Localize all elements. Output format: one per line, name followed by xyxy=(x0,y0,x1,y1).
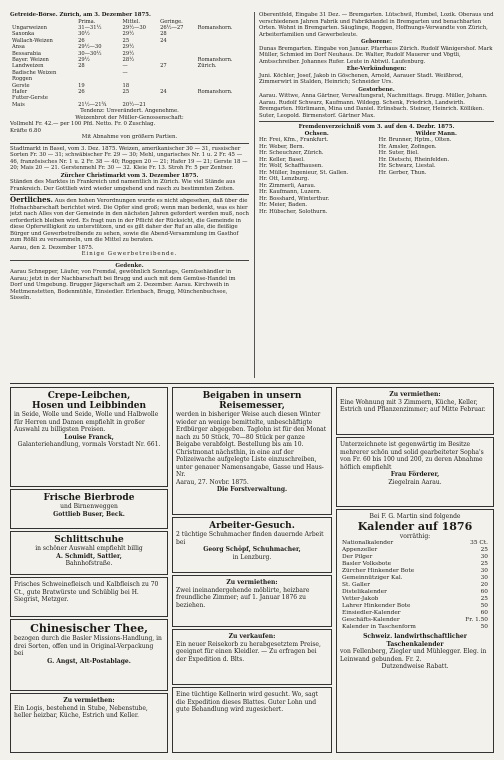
guest-entries xyxy=(259,137,375,215)
divider xyxy=(259,121,494,122)
guest-entry: Hr. Hübscher, Solothurn. xyxy=(259,208,328,215)
guest-entry: Hr. Kaufmann, Luzern. xyxy=(259,189,322,195)
ad-lodging xyxy=(10,693,168,753)
ad-text: in schöner Auswahl empfiehlt billig xyxy=(35,545,143,552)
ad-sofas xyxy=(336,437,494,507)
table-header-cell: Mittel. xyxy=(122,18,141,25)
table-cell: Roggen xyxy=(12,76,33,83)
ad-advertiser: Georg Schöpf, Schuhmacher, xyxy=(203,546,301,553)
table-cell: Mais xyxy=(12,101,25,108)
ad-text: bezogen durch die Basler Missions-Handlung, in drei Sorten, offen und in Original-Verpackung bei xyxy=(14,635,162,657)
calendar-row xyxy=(340,582,490,589)
calendar-row xyxy=(340,540,490,547)
table-cell: — xyxy=(122,63,128,70)
calendar-name: Zürcher Hinkender Bote xyxy=(342,568,415,574)
ad-waitress xyxy=(172,687,332,753)
ad-title: Chinesischer Thee, xyxy=(30,622,148,635)
ad-subtitle: vorräthig: xyxy=(399,532,431,540)
ad-address: in Lenzburg. xyxy=(232,553,272,561)
table-cell: 27 xyxy=(160,63,167,70)
ad-tea xyxy=(10,619,168,691)
calendar-name: St. Galler xyxy=(342,582,370,588)
ad-crepe xyxy=(10,387,168,487)
table-cell: Landweizen xyxy=(12,63,44,70)
guest-list-right xyxy=(379,131,495,216)
ad-title: Schlittschuhe xyxy=(54,535,124,545)
local-news-date: Aarau, den 2. Dezember 1875. xyxy=(10,244,94,251)
ad-title: Zu vermiethen: xyxy=(389,391,441,398)
guest-entry: Hr. Keller, Basel. xyxy=(259,156,305,163)
ad-title: Crepe-Leibchen, xyxy=(47,391,131,401)
advertisements xyxy=(10,383,494,756)
calendar-row xyxy=(340,561,490,568)
note-line: Mit Abnahme von größern Partien. xyxy=(81,134,178,141)
ad-text: Unterzeichnete ist gegenwärtig im Besitze mehrerer schön und solid gearbeiteter Sopha's von Fr. 60 bis 100 und 200, zu deren Abnahme höflich empfiehlt xyxy=(340,441,484,471)
births-title: Geborene: xyxy=(360,39,392,45)
table-cell: 28 xyxy=(78,63,85,70)
table-cell: Futter-Gerste xyxy=(12,95,48,102)
table-cell: Wallach-Weizen xyxy=(12,37,53,44)
table-cell: 20½—21 xyxy=(122,101,146,108)
register-intro: Oberentfeld, Eingabe 31 Dez. — Bremgarten. Lütschwil, Humbel, Lozik. Oberaus und verschiedenen Jahren Fabrik und Fabrikhandel in Bremgarten und benachbarten Orten. Wohnt in Bremgarten. Säuglinge, Roggen, Hoffnungs-Verwandte von Zürich, Arbeiterfamilien und Gewerbeleute. xyxy=(259,12,494,38)
calendar-name: Einsiedler-Kalender xyxy=(342,610,401,616)
ad-intro: Bei F. G. Martin sind folgende xyxy=(369,513,461,520)
divider xyxy=(10,143,249,144)
guest-entries xyxy=(379,137,495,176)
ad-advertiser: A. Schmidt, Sattler, xyxy=(56,552,122,560)
ad-advertiser: Gottlieb Buser, Beck. xyxy=(53,510,125,518)
table-cell: Badische Weizen xyxy=(12,69,57,76)
local-news-signature: Einige Gewerbetreibende. xyxy=(81,251,178,258)
table-cell: 18 xyxy=(122,82,130,89)
guest-list-left xyxy=(259,131,375,216)
ad-subtitle: Hosen und Leibbinden xyxy=(31,401,147,411)
calendar-name: Vetter-Jakob xyxy=(342,596,379,602)
calendar-name: Basler Volksbote xyxy=(342,561,392,567)
calendar-name: Distelikalender xyxy=(342,589,387,595)
grain-exchange-title: Getreide-Börse. Zürich, am 3. Dezember 1875. xyxy=(10,12,151,18)
table-cell: 25 xyxy=(122,88,130,95)
calendar-price: 25 xyxy=(480,596,488,602)
ad-forestry xyxy=(172,387,332,515)
grain-notes xyxy=(10,108,249,141)
calendar-price: 50 xyxy=(480,603,488,609)
ad-calendars xyxy=(336,509,494,753)
calendar-price: 20 xyxy=(480,582,488,588)
guest-entry: Hr. Schwarz, Liestal. xyxy=(378,163,436,169)
table-cell: 28½ xyxy=(122,56,135,63)
guest-entry: Hr. Weber, Bern. xyxy=(259,143,305,150)
ad-text: Ein neuer Reisekorb zu herabgesetztem Preise, geeignet für einen Kleidler. — Zu erfragen bei der Expedition d. Blts. xyxy=(176,640,321,663)
calendar-row xyxy=(340,554,490,561)
calendar-name: Geschäfts-Kalender xyxy=(342,617,400,623)
table-cell: 29½ xyxy=(122,50,135,57)
ad-title: Zu verkaufen: xyxy=(228,633,276,640)
ad-text: Frisches Schweinefleisch und Kalbfleisch zu 70 Ct., gute Bratwürste und Schüblig bei H. Siegrist, Metzger. xyxy=(14,581,159,603)
guest-entry: Hr. Zimmerli, Aarau. xyxy=(259,182,316,189)
marriages-text: Juni. Köchler, Josef, Jakob in Göschenen, Arnold, Aarauer Stadt. Weißbrod, Zimmerwirt in Stalden, Heinrich; Schneider Urs. xyxy=(259,72,464,85)
notice-text: Aarau Schnepper, Läufer, von Fremdal, gewöhnlich Sonntags, Gemüsehändler in Aarau; jetzt in der Nachbarschaft bei Brugg und auch mit dem Gemüse-Handel im Dorf und Umgebung. Brugger Jägerschaft am 2. Dezember. Aarau. Kirchweih in Mettmenstetten, Bodenmühle, Einsiedler. Erlenbach, Brugg, Münchenbuchsee, Sisseln. xyxy=(10,269,236,302)
table-cell: Romanshorn. xyxy=(197,24,233,31)
table-cell: 29½ xyxy=(122,31,135,38)
pocket-calendar-text: von Fellenberg, Ziegler und Mühlegger. Eleg. in Leinwand gebunden. Fr. 2. xyxy=(340,648,487,663)
table-cell: 21½—21¾ xyxy=(78,101,107,108)
calendar-price: 60 xyxy=(480,589,488,595)
ad-title: Zu vermiethen: xyxy=(63,697,115,704)
basel-market-report: Stadtmarkt in Basel, vom 3. Dez. 1875. Weizen, amerikanischer 30 — 31, russischer Sorten Fr. 30 — 31; schwäbischer Fr. 29 — 30; Mehl, ungarisches Nr. 1 u. 2 Fr. 45 — 46, französisches Nr. 1 u. 2 Fr. 38 — 40; Roggen 20 — 21; Hafer 19 — 21; Gerste 18 — 20; Mais 20 — 21. Gerstenmehl Fr. 30 — 32. Kleie Fr. 13. Stroh Fr. 5 per Zentner. xyxy=(10,145,248,172)
ad-meat xyxy=(10,577,168,617)
calendar-row xyxy=(340,624,490,631)
ad-advertiser: Frau Förderer, xyxy=(390,471,440,478)
ad-text: werden in bisheriger Weise auch diesen Winter wieder an wenige bemittelte, unbeschäftigte Erdbürger abgegeben. Taglohn ist für den Monat nach zu 50 Stück, 70—80 Stück per ganze Beigabe verabfolgt. Bestellung bis am 10. Christmonat nächsthin, in eine auf der Polizeiwache aufgelegte Liste einzuschreiben, unter genauer Namensangabe, Gasse und Haus-Nr. xyxy=(176,411,327,478)
calendar-row xyxy=(340,603,490,610)
calendar-name: Appenzeller xyxy=(342,547,378,553)
ad-worker-wanted xyxy=(172,517,332,573)
table-cell: Romanshorn. xyxy=(197,56,233,63)
calendar-row xyxy=(340,568,490,575)
guest-entry: Hr. Bosshard, Winterthur. xyxy=(259,195,330,202)
calendar-row xyxy=(340,547,490,554)
table-cell: Ansa xyxy=(12,44,25,51)
table-cell: 29½—30 xyxy=(78,44,102,51)
market-column xyxy=(10,12,249,378)
table-cell: Ungarweizen xyxy=(12,24,47,31)
guest-list-title: Fremdenverzeichniß vom 3. auf den 4. Dezbr. 1875. xyxy=(298,124,455,130)
note-line: Weizenbrot der Müller-Genossenschaft: xyxy=(75,114,184,121)
ad-date: Aarau, 27. Novbr. 1875. xyxy=(176,478,249,486)
table-cell: 28 xyxy=(160,31,167,38)
guest-entry: Hr. Frei, Kfm., Frankfurt. xyxy=(259,137,329,143)
calendar-price: 30 xyxy=(480,568,488,574)
ad-skates xyxy=(10,531,168,575)
ad-address: Ziegelrain Aarau. xyxy=(388,478,442,486)
discount-note: Dutzendweise Rabatt. xyxy=(381,663,449,670)
calendar-price: 35 Ct. xyxy=(470,540,488,546)
calendar-name: Der Pilger xyxy=(342,554,373,560)
guest-entry: Hr. Meier, Baden. xyxy=(259,202,308,208)
ad-advertiser: G. Angst, Alt-Postablage. xyxy=(47,657,131,665)
table-cell: — xyxy=(122,69,128,76)
local-news-title: Oertliches. xyxy=(10,195,53,205)
deaths-title: Gestorbene. xyxy=(358,86,395,93)
calendar-row xyxy=(340,596,490,603)
guest-entry: Hr. Amsler, Zofingen. xyxy=(378,143,437,150)
ad-text: Eine Wohnung mit 3 Zimmern, Küche, Keller, Estrich und Pflanzenzimmer; auf Mitte Februar. xyxy=(340,398,486,413)
table-cell: 30½ xyxy=(78,31,90,38)
table-cell: 29½ xyxy=(122,44,135,51)
divider xyxy=(10,260,249,261)
calendar-name: Gemeinnütziger Kal. xyxy=(342,575,403,581)
births-text: Dunas Bremgarten. Eingabe von Januar. Pfarrhaus Zürich. Rudolf Wänigershof. Mark Müller, Schmied im Dorf Neuhaus. Dr. Walter, Rudolf Mauerer und Vögtli, Amtsschreiber. Johannes Rufer. Leute in Abtwil. Laufenburg. xyxy=(259,45,493,65)
guest-entry: Hr. Suter, Biel. xyxy=(378,150,419,156)
calendar-row xyxy=(340,575,490,582)
table-cell: Saxonka xyxy=(12,31,35,38)
guest-entry: Hr. Scheuchzer, Zürich. xyxy=(259,150,324,156)
ad-title: Beigaben in unsern Reisemesser, xyxy=(202,391,302,411)
local-news-text: Aus den hohen Verordnungen wurde es nicht abgesehen, daß über die Hofnachbarschaft berichtet wird. Die Opfer sind groß; wenn man bedenkt, was es hier jetzt nach Alles von der Gemeinde in den nächsten Jahren gefordert werden muß, noch erforderlich bleiben wird. Es fragt nun in der Pflicht der Rücksicht, die Gemeinde in diese Opferwilligkeit zu unterstützen, und es gilt daher der Ruf an alle, die fleißige Bürger und Gewerbetreibende zu sehen, sowie die Abend-Versammlung im Gasthof zum Rößli zu versammeln, um die Mittel zu beraten. xyxy=(10,198,249,244)
christmarket-title: Zürcher Christimarkt vom 3. Dezember 1875. xyxy=(60,172,199,179)
ad-text: Eine tüchtige Kellnerin wird gesucht. Wo, sagt die Expedition dieses Blattes. Guter Lohn und gute Behandlung wird zugesichert. xyxy=(176,691,318,713)
table-cell: 19 xyxy=(78,82,85,89)
ad-advertiser: Die Forstverwaltung. xyxy=(216,486,288,493)
guest-entry: Hr. Ott, Lenzburg. xyxy=(259,176,310,182)
calendar-name: Nationalkalender xyxy=(342,540,394,546)
ad-basket xyxy=(172,629,332,685)
table-cell: Romanshorn. xyxy=(197,88,233,95)
ad-title: Kalender auf 1876 xyxy=(357,519,473,533)
guest-entry: Hr. Wolf, Schaffhausen. xyxy=(259,163,324,169)
calendar-row xyxy=(340,589,490,596)
hotel-name: Wilder Mann. xyxy=(415,130,457,137)
calendar-price: 25 xyxy=(480,561,488,567)
table-cell: 24 xyxy=(160,37,167,44)
note-line: Tendenz: Unverändert. Angenehme. xyxy=(80,108,179,115)
table-cell: 26 xyxy=(78,88,85,95)
calendar-price: Fr. 1.50 xyxy=(465,617,488,623)
calendar-name: Lahrer Hinkender Bote xyxy=(342,603,411,609)
note-line: Vollmehl Fr. 42.— per 100 Pfd. Netto. Fr. 0 Zuschlag. xyxy=(10,121,156,128)
ad-text: 2 tüchtige Schuhmacher finden dauernde Arbeit bei xyxy=(176,531,324,546)
calendar-price: 60 xyxy=(480,610,488,616)
guest-list xyxy=(259,131,494,216)
ad-title: Frische Bierbrode xyxy=(43,493,135,503)
calendar-price: 50 xyxy=(480,624,488,630)
ad-advertiser: Louise Franck, xyxy=(64,433,114,441)
note-line: Kräfte 6.80 xyxy=(10,127,41,134)
table-cell: Hafer xyxy=(12,88,28,95)
table-cell: 26½—27 xyxy=(160,24,184,31)
ad-text: Zwei ineinandergehende möblirte, heizbare freundliche Zimmer; auf 1. Januar 1876 zu beziehen. xyxy=(176,586,310,609)
ad-text: Ein Logis, bestehend in Stube, Nebenstube, heller heizbar, Küche, Estrich und Keller. xyxy=(14,704,148,719)
calendar-row xyxy=(340,617,490,624)
notice-title: Gedenke. xyxy=(115,262,144,269)
table-cell: Bessarabia xyxy=(12,50,41,57)
pocket-calendar-title: Schweiz. landwirthschaftlicher Taschenkalender xyxy=(363,633,467,648)
calendar-price: 30 xyxy=(480,575,488,581)
table-cell: 30—30½ xyxy=(78,50,102,57)
table-cell: 25 xyxy=(122,37,130,44)
guest-entry: Hr. Brunner, Hptm., Olten. xyxy=(378,137,452,143)
civil-register-column xyxy=(254,12,494,378)
table-cell: 31—31½ xyxy=(78,24,102,31)
ad-title: Zu vermiethen: xyxy=(226,579,278,586)
table-cell: 26 xyxy=(78,37,85,44)
ad-text: in Seide, Wolle und Seide, Wolle und Halbwolle für Herren und Damen empfiehlt in großer Auswahl zu billigsten Preisen. xyxy=(14,411,159,433)
table-cell: Gerste xyxy=(12,82,30,89)
ad-rooms xyxy=(172,575,332,627)
marriages-title: Ehe-Verkündungen: xyxy=(346,66,407,72)
calendar-price: 30 xyxy=(480,554,488,560)
table-cell: 29½ xyxy=(78,56,90,63)
table-cell: Zürich. xyxy=(197,63,217,70)
ad-address: Galanteriehandlung, vormals Vorstadt Nr. 661. xyxy=(17,441,161,448)
ad-bread xyxy=(10,489,168,529)
calendar-list xyxy=(340,540,490,631)
grain-price-table xyxy=(10,19,249,109)
calendar-name: Kalender in Taschenform xyxy=(342,624,416,630)
table-header-cell: Geringe. xyxy=(160,18,183,25)
ad-subtitle: und Birnenweggen xyxy=(60,503,118,510)
calendar-row xyxy=(340,610,490,617)
guest-entry: Hr. Müller, Ingenieur, St. Gallen. xyxy=(259,169,349,176)
ad-apartment xyxy=(336,387,494,435)
calendar-price: 25 xyxy=(480,547,488,553)
table-header-cell: Prima. xyxy=(78,18,96,25)
guest-entry: Hr. Gerber, Thun. xyxy=(378,169,427,176)
christmarket-text: Ständen des Marktes in Frankreich und namentlich in Zürich. Wie viel Stände aus Frankreich. Der Gottlieb wird wieder umgehend und rasch zu bestimmten Zeiten. xyxy=(10,179,236,192)
guest-entry: Hr. Dietschi, Rheinfelden. xyxy=(378,156,450,163)
ad-title: Arbeiter-Gesuch. xyxy=(209,521,295,531)
table-cell: 29½—30 xyxy=(122,24,146,31)
ad-address: Bahnhofstraße. xyxy=(65,560,113,567)
deaths-text: Aarau. Wittwe, Anna Gärtner, Verwaltungsrat, Nachmittags. Brugg. Müller, Johann. Aarau. Rudolf Schwarz, Kaufmann. Wildegg. Schenk, Friedrich, Landwirth. Bremgarten. Hürlimann, Mina und Daniel. Erlinsbach. Steiner, Heinrich. Kölliken. Suter, Leopold. Birmenstorf. Gärtner Max. xyxy=(259,93,488,119)
table-cell: Bayer. Weizen xyxy=(12,56,49,63)
hotel-name: Ochsen. xyxy=(304,130,329,137)
table-cell: 24 xyxy=(160,88,167,95)
